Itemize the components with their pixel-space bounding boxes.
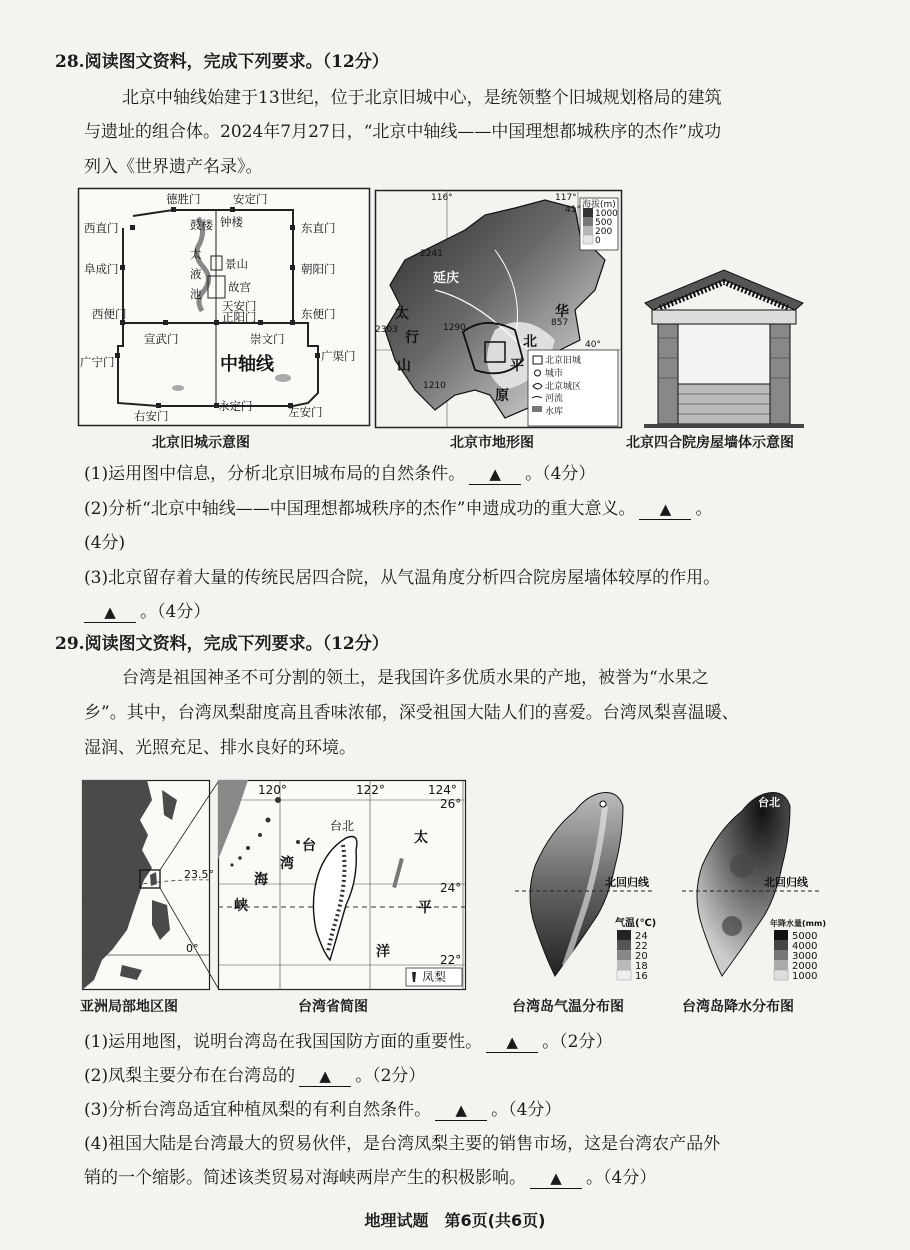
legend-level: 4000	[792, 941, 818, 952]
gate-label: 崇文门	[250, 332, 285, 346]
q29-text-3: 湿润、光照充足、排水良好的环境。	[84, 738, 356, 758]
legend-item: 北京城区	[545, 382, 582, 392]
legend-level: 24	[635, 931, 648, 942]
place-label: 行	[405, 330, 419, 346]
place-label: 北	[523, 334, 537, 350]
lat-label: 41°	[565, 205, 581, 215]
gate-label: 东直门	[301, 221, 336, 235]
answer-blank[interactable]: ▲	[639, 499, 691, 520]
q28-sub2: (2)分析“北京中轴线——中国理想都城秩序的杰作”申遗成功的重大意义。 ▲ 。	[84, 499, 713, 519]
lon-label: 117°	[555, 193, 577, 203]
legend-label: 凤梨	[422, 970, 447, 984]
lon-label: 122°	[356, 783, 385, 797]
lat-label: 23.5°	[184, 868, 214, 881]
legend-item: 北京旧城	[545, 356, 582, 366]
gate-label: 宣武门	[144, 332, 179, 346]
legend-level: 1000	[595, 209, 618, 219]
q28-sub1: (1)运用图中信息，分析北京旧城布局的自然条件。 ▲ 。（4分）	[84, 464, 596, 484]
landmark-label: 池	[190, 287, 202, 301]
elevation-label: 1290	[443, 323, 466, 333]
legend-level: 20	[635, 951, 648, 962]
old-city-caption: 北京旧城示意图	[152, 435, 250, 451]
gate-label: 右安门	[134, 409, 169, 423]
terrain-caption: 北京市地形图	[450, 435, 534, 451]
place-label: 平	[418, 900, 432, 916]
siheyuan-wall-diagram	[640, 268, 808, 428]
legend-title: 气温(℃)	[615, 918, 657, 929]
terrain-map	[375, 190, 622, 428]
answer-blank[interactable]: ▲	[435, 1100, 487, 1121]
place-label: 台北	[330, 819, 355, 833]
legend-item: 河流	[545, 394, 564, 404]
tropic-label: 北回归线	[764, 876, 808, 889]
legend-level: 500	[595, 218, 613, 228]
q29-sub3: (3)分析台湾岛适宜种植凤梨的有利自然条件。 ▲ 。（4分）	[84, 1100, 562, 1120]
legend-level: 200	[595, 227, 613, 237]
gate-label: 安定门	[233, 192, 268, 206]
legend-level: 2000	[792, 961, 818, 972]
legend-level: 0	[595, 236, 601, 246]
gate-label: 左安门	[288, 405, 323, 419]
gate-label: 阜成门	[84, 262, 119, 276]
legend-level: 22	[635, 941, 648, 952]
q29-header: 29.阅读图文资料，完成下列要求。（12分）	[55, 634, 389, 654]
place-label: 海	[254, 872, 268, 888]
q29-sub4-cont: 销的一个缩影。简述该类贸易对海峡两岸产生的积极影响。 ▲ 。（4分）	[84, 1168, 657, 1188]
place-label: 太	[414, 830, 428, 846]
answer-blank[interactable]: ▲	[486, 1032, 538, 1053]
asia-caption: 亚洲局部地区图	[80, 999, 178, 1015]
gate-label: 西便门	[92, 307, 127, 321]
precipitation-map	[672, 786, 832, 986]
place-label: 太	[395, 306, 409, 322]
q29-sub2: (2)凤梨主要分布在台湾岛的 ▲ 。（2分）	[84, 1066, 426, 1086]
old-city-map	[78, 188, 370, 426]
landmark-label: 正阳门	[222, 310, 257, 324]
landmark-label: 太	[190, 247, 202, 261]
place-label: 台	[302, 838, 316, 854]
landmark-label: 景山	[225, 257, 248, 271]
landmark-label: 液	[190, 267, 202, 281]
lon-label: 124°	[428, 783, 457, 797]
legend-level: 1000	[792, 971, 818, 982]
legend-title: 海拔(m)	[582, 200, 616, 210]
gate-label: 西直门	[84, 221, 119, 235]
q28-text-3: 列入《世界遗产名录》。	[84, 157, 263, 177]
lat-label: 40°	[585, 340, 601, 350]
answer-blank[interactable]: ▲	[84, 602, 136, 623]
landmark-label: 鼓楼	[190, 218, 213, 232]
place-label: 峡	[234, 898, 248, 914]
taiwan-province-map	[218, 780, 466, 990]
legend-item: 城市	[545, 369, 564, 379]
q29-sub4: (4)祖国大陆是台湾最大的贸易伙伴，是台湾凤梨主要的销售市场，这是台湾农产品外	[84, 1134, 721, 1154]
legend-level: 5000	[792, 931, 818, 942]
place-label: 平	[510, 358, 524, 374]
tropic-label: 北回归线	[605, 876, 649, 889]
q28-sub3: (3)北京留存着大量的传统民居四合院，从气温角度分析四合院房屋墙体较厚的作用。	[84, 568, 721, 588]
lon-label: 120°	[258, 783, 287, 797]
elevation-label: 2303	[375, 325, 398, 335]
q28-header: 28.阅读图文资料，完成下列要求。（12分）	[55, 52, 389, 72]
answer-blank[interactable]: ▲	[530, 1168, 582, 1189]
q29-text-2: 乡”。其中，台湾凤梨甜度高且香味浓郁，深受祖国大陆人们的喜爱。台湾凤梨喜温暖、	[84, 703, 739, 723]
q29-text-1: 台湾是祖国神圣不可分割的领土，是我国许多优质水果的产地，被誉为“水果之	[122, 668, 709, 688]
q29-sub1: (1)运用地图，说明台湾岛在我国国防方面的重要性。 ▲ 。（2分）	[84, 1032, 613, 1052]
temperature-map	[505, 786, 665, 986]
place-label: 华	[555, 304, 569, 320]
axis-label: 中轴线	[220, 354, 274, 375]
q28-text-1: 北京中轴线始建于13世纪，位于北京旧城中心，是统领整个旧城规划格局的建筑	[122, 88, 722, 108]
temperature-caption: 台湾岛气温分布图	[512, 999, 624, 1015]
elevation-label: 1210	[423, 381, 446, 391]
place-label: 山	[397, 358, 411, 374]
taiwan-caption: 台湾省简图	[298, 999, 368, 1015]
legend-title: 年降水量(mm)	[770, 919, 826, 928]
gate-label: 朝阳门	[301, 262, 336, 276]
legend-level: 16	[635, 971, 648, 982]
place-label: 延庆	[433, 271, 460, 286]
lat-label: 26°	[440, 797, 462, 811]
answer-blank[interactable]: ▲	[469, 464, 521, 485]
landmark-label: 故宫	[228, 280, 251, 294]
city-label: 台北	[758, 796, 780, 809]
landmark-label: 天安门	[222, 299, 257, 313]
answer-blank[interactable]: ▲	[299, 1066, 351, 1087]
place-label: 洋	[376, 944, 390, 960]
elevation-label: 2241	[420, 249, 443, 259]
lon-label: 116°	[431, 193, 453, 203]
q28-sub3-answer: ▲ 。（4分）	[84, 600, 210, 624]
place-label: 湾	[280, 856, 294, 872]
precipitation-caption: 台湾岛降水分布图	[682, 999, 794, 1015]
lat-label: 0°	[186, 942, 199, 955]
siheyuan-caption: 北京四合院房屋墙体示意图	[626, 435, 794, 451]
gate-label: 广宁门	[80, 355, 115, 369]
q28-text-2: 与遗址的组合体。2024年7月27日，“北京中轴线——中国理想都城秩序的杰作”成功	[84, 122, 722, 142]
legend-level: 18	[635, 961, 648, 972]
q28-sub2-score: (4分)	[84, 533, 126, 553]
lat-label: 22°	[440, 953, 462, 967]
page-footer: 地理试题 第6页(共6页)	[364, 1211, 546, 1230]
landmark-label: 钟楼	[220, 215, 243, 229]
lat-label: 24°	[440, 881, 462, 895]
zoom-connector	[160, 780, 220, 990]
gate-label: 东便门	[301, 307, 336, 321]
gate-label: 广渠门	[321, 349, 356, 363]
elevation-label: 857	[551, 318, 569, 328]
gate-label: 德胜门	[166, 192, 201, 206]
legend-level: 3000	[792, 951, 818, 962]
gate-label: 永定门	[218, 399, 253, 413]
place-label: 原	[495, 388, 509, 404]
legend-item: 水库	[545, 407, 564, 417]
